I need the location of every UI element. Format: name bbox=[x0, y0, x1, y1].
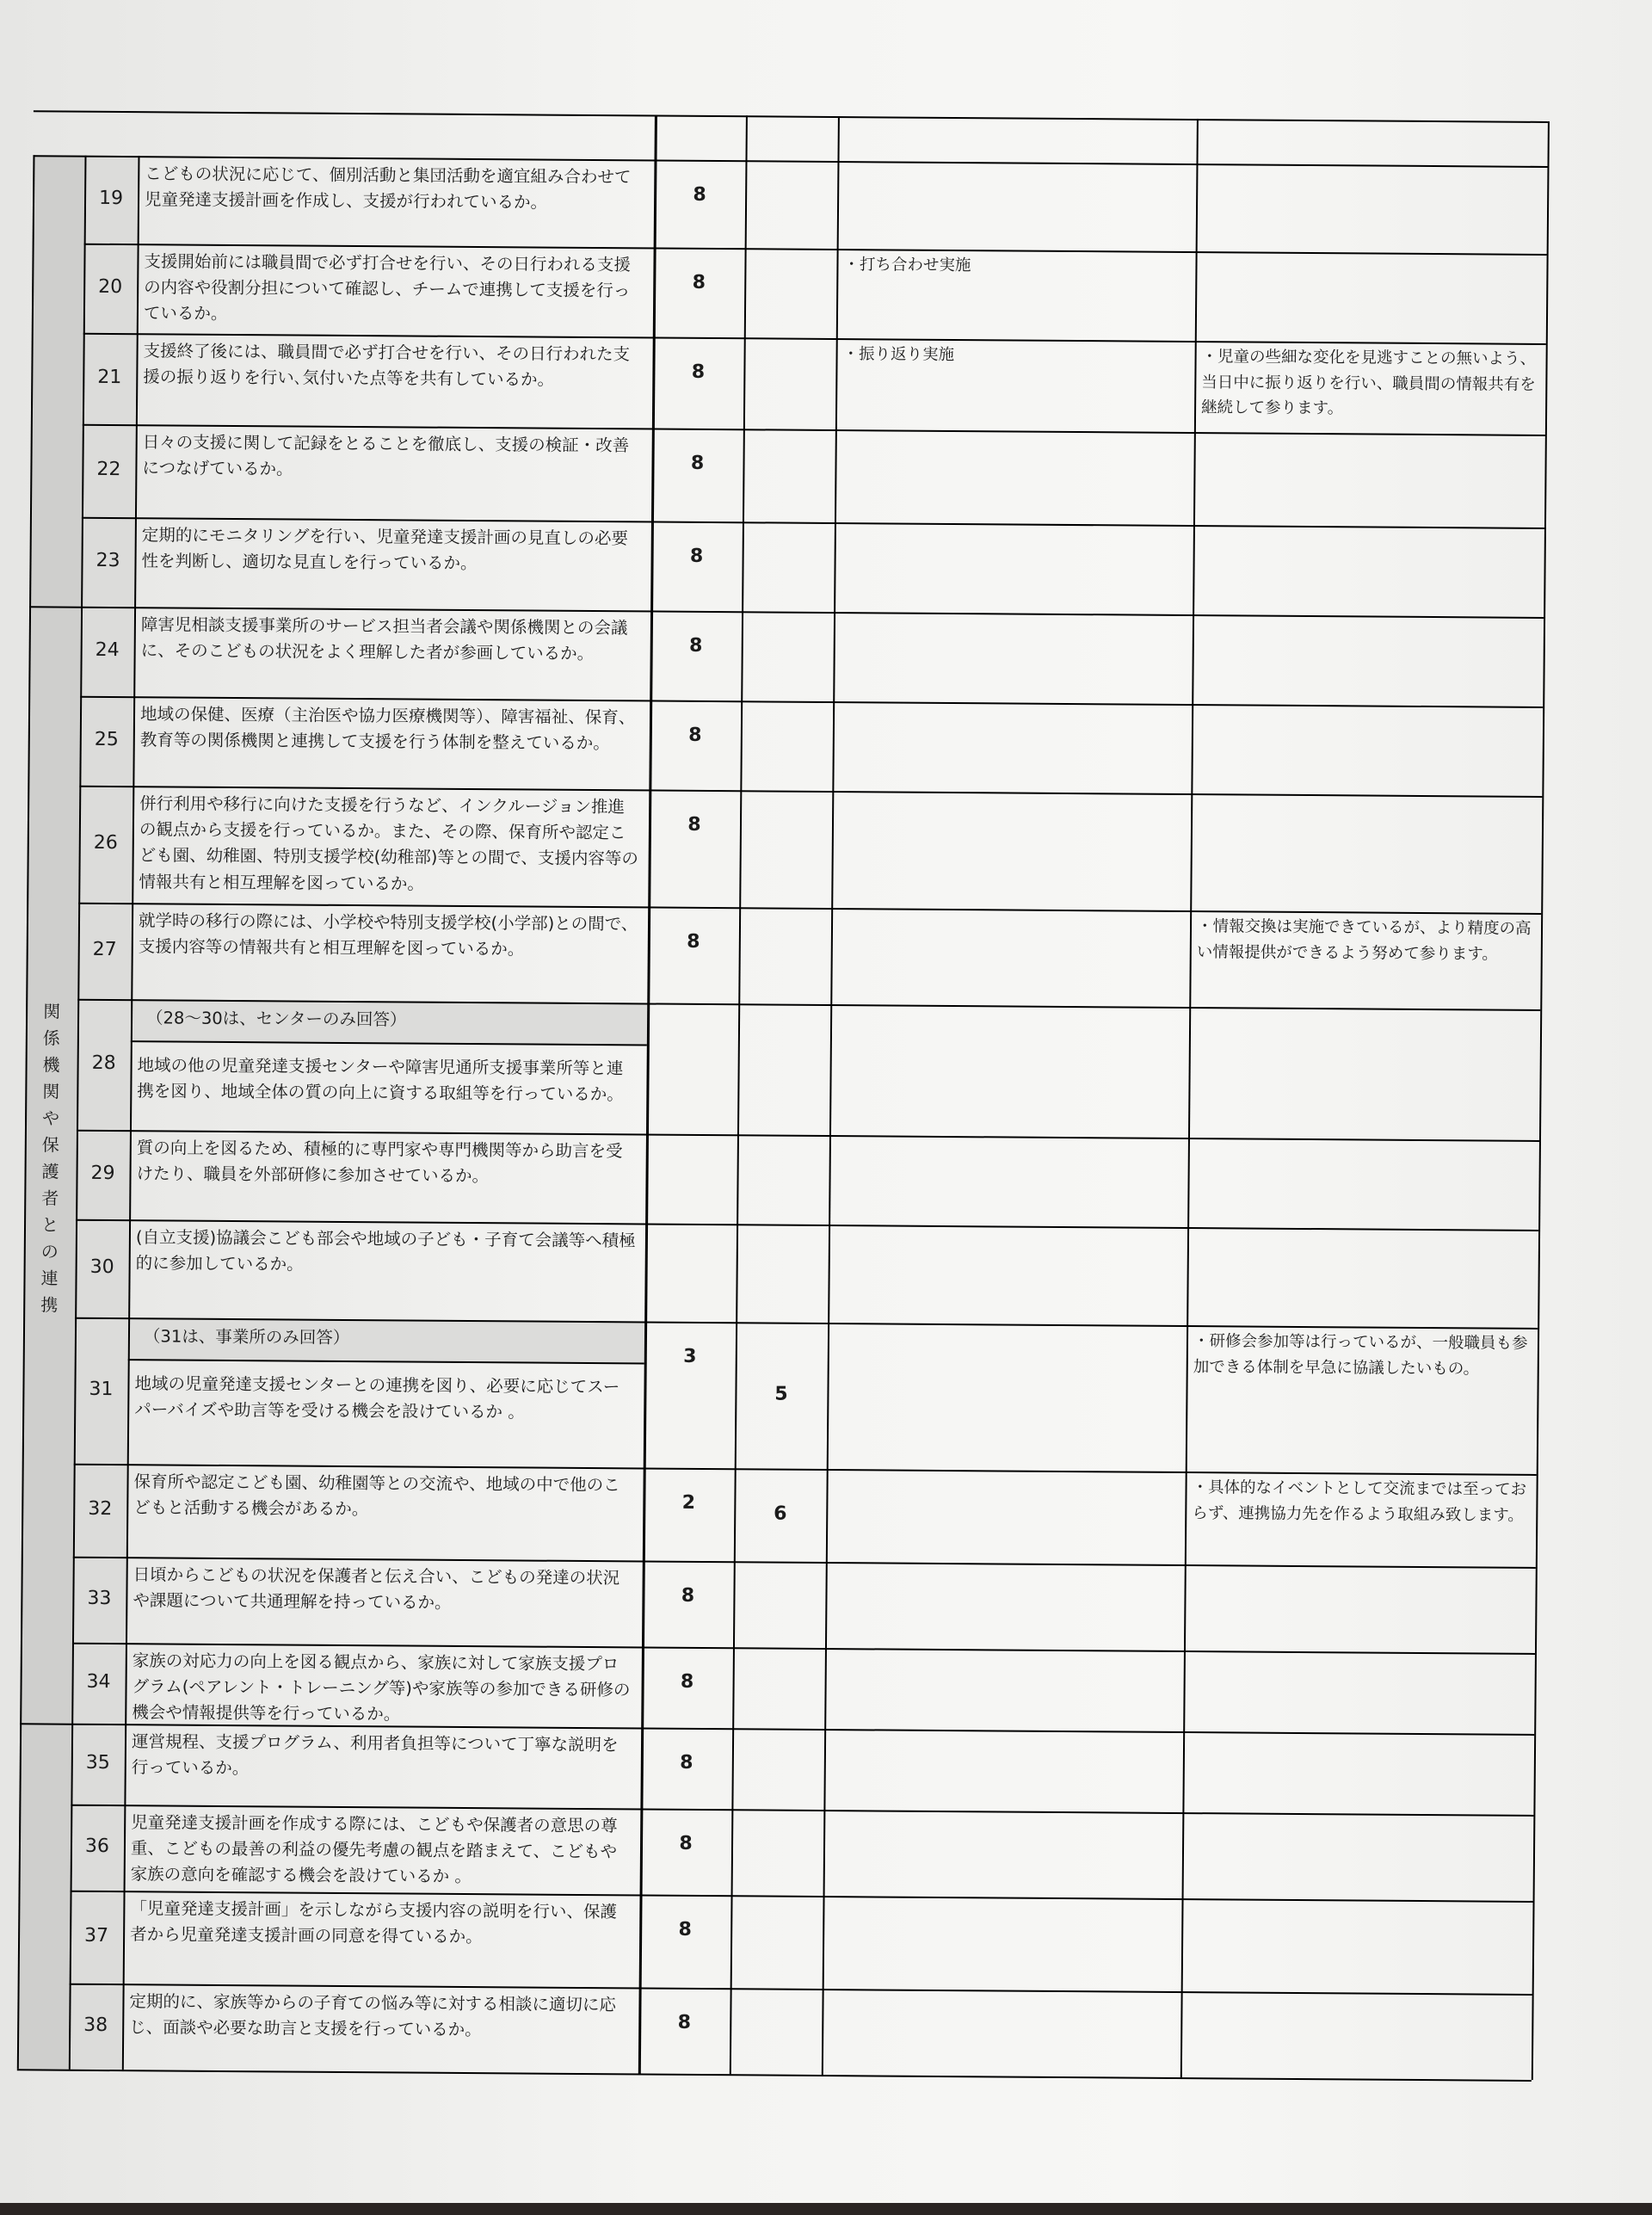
question-text: 日々の支援に関して記録をとることを徹底し、支援の検証・改善につなげているか。 bbox=[142, 432, 630, 479]
no-count bbox=[743, 371, 835, 372]
no-count bbox=[730, 1929, 823, 1930]
improvement-note bbox=[831, 906, 1190, 914]
remarks-note bbox=[1191, 792, 1542, 799]
item-number: 38 bbox=[83, 2014, 108, 2037]
remarks-note bbox=[1188, 1136, 1539, 1144]
question-text: 日頃からこどもの状況を保護者と伝え合い、こどもの発達の状況や課題について共通理解を持っているか。 bbox=[133, 1564, 620, 1613]
item-number: 31 bbox=[89, 1378, 114, 1401]
table-rule-h bbox=[20, 1723, 71, 1724]
yes-count: 8 bbox=[687, 813, 701, 836]
category-label: 関 係 機 関 や 保 護 者 と の 連 携 bbox=[40, 1001, 61, 1316]
no-count: 6 bbox=[774, 1502, 787, 1525]
no-count bbox=[734, 1592, 826, 1593]
item-number: 32 bbox=[88, 1497, 113, 1521]
item-number: 26 bbox=[93, 831, 118, 855]
remarks-note bbox=[1187, 1225, 1538, 1233]
item-number: 24 bbox=[95, 639, 120, 662]
question-text: 運営規程、支援プログラム、利用者負担等について丁寧な説明を行っているか。 bbox=[131, 1731, 619, 1779]
remarks-note bbox=[1181, 1990, 1532, 1997]
question-text: 障害児相談支援事業所のサービス担当者会議や関係機関との会議に、そのこどもの状況をよく理解した者が参画しているか。 bbox=[140, 614, 628, 664]
improvement-note bbox=[830, 1003, 1189, 1010]
no-count bbox=[733, 1675, 825, 1676]
question-text: こどもの状況に応じて、個別活動と集団活動を適宜組み合わせて児童発達支援計画を作成し、支援が行われているか。 bbox=[144, 164, 632, 213]
improvement-note bbox=[833, 700, 1192, 707]
improvement-note bbox=[828, 1321, 1187, 1329]
no-count bbox=[743, 554, 835, 555]
improvement-note bbox=[835, 428, 1194, 435]
no-count bbox=[739, 943, 831, 944]
question-text: 地域の他の児童発達支援センターや障害児通所支援事業所等と連携を図り、地域全体の質の向上に資する取組等を行っているか。 bbox=[137, 1055, 624, 1105]
improvement-note bbox=[823, 1808, 1182, 1816]
table-rule-h bbox=[34, 110, 1548, 123]
remarks-note bbox=[1183, 1730, 1534, 1737]
item-number: 35 bbox=[85, 1751, 110, 1774]
improvement-note bbox=[823, 1987, 1181, 1995]
subheading-note: （31は、事業所のみ回答） bbox=[143, 1326, 350, 1348]
remarks-note bbox=[1189, 1005, 1540, 1013]
item-number: 30 bbox=[89, 1256, 114, 1279]
improvement-note bbox=[835, 521, 1193, 528]
item-number: 29 bbox=[90, 1162, 115, 1185]
question-text: 就学時の移行の際には、小学校や特別支援学校(小学部)との間で、支援内容等の情報共有と相互理解を図っているか。 bbox=[138, 910, 638, 959]
yes-count: 8 bbox=[688, 724, 702, 746]
improvement-note bbox=[823, 1894, 1182, 1902]
remarks-note: ・研修会参加等は行っているが、一般職員も参加できる体制を早急に協議したいもの。 bbox=[1193, 1332, 1528, 1379]
remarks-note bbox=[1196, 162, 1547, 170]
item-number: 28 bbox=[91, 1052, 116, 1075]
no-count bbox=[730, 2019, 822, 2020]
yes-count: 8 bbox=[688, 634, 703, 657]
improvement-note bbox=[826, 1560, 1185, 1568]
remarks-note bbox=[1184, 1649, 1535, 1657]
item-number: 33 bbox=[87, 1587, 112, 1610]
remarks-note bbox=[1182, 1897, 1533, 1904]
remarks-note: ・児童の些細な変化を見逃すことの無いよう、当日中に振り返りを行い、職員間の情報共有を継続して参ります。 bbox=[1201, 348, 1537, 418]
remarks-note bbox=[1193, 613, 1544, 620]
yes-count bbox=[646, 1157, 737, 1158]
improvement-note bbox=[837, 159, 1196, 167]
yes-count: 8 bbox=[677, 2011, 692, 2033]
no-count bbox=[732, 1756, 824, 1757]
no-count bbox=[737, 1261, 829, 1262]
remarks-note: ・具体的なイベントとして交流までは至っておらず、連携協力先を作るよう取組み致します。 bbox=[1192, 1478, 1527, 1525]
yes-count: 8 bbox=[681, 1584, 695, 1607]
question-text: (自立支援)協議会こども部会や地域の子ども・子育て会議等へ積極的に参加しているか。 bbox=[135, 1227, 636, 1274]
question-text: 併行利用や移行に向けた支援を行うなど、インクルージョン推進の観点から支援を行っているか。また、その際、保育所や認定こども園、幼稚園、特別支援学校(幼稚部)等との間で、支援内容等の情報共有と相互理解を図っているか。 bbox=[139, 793, 639, 894]
improvement-note bbox=[832, 789, 1191, 797]
yes-count: 2 bbox=[681, 1491, 696, 1514]
question-text: 地域の児童発達支援センターとの連携を図り、必要に応じてスーパーバイズや助言等を受ける機会を設けているか 。 bbox=[134, 1373, 620, 1422]
item-number: 34 bbox=[86, 1670, 111, 1694]
no-count bbox=[743, 463, 835, 464]
improvement-note bbox=[827, 1467, 1186, 1475]
improvement-note bbox=[824, 1727, 1183, 1735]
yes-count: 3 bbox=[683, 1345, 697, 1367]
no-count bbox=[737, 1167, 829, 1168]
yes-count: 8 bbox=[693, 183, 706, 206]
yes-count: 8 bbox=[691, 361, 706, 383]
question-text: 支援終了後には、職員間で必ず打合せを行い、その日行われた支援の振り返りを行い､気付いた点等を共有しているか。 bbox=[143, 341, 631, 390]
table-rule-v bbox=[822, 116, 840, 2075]
question-text: 定期的にモニタリングを行い、児童発達支援計画の見直しの必要性を判断し、適切な見直しを行っているか。 bbox=[141, 525, 629, 574]
no-count bbox=[740, 836, 832, 837]
remarks-note bbox=[1192, 702, 1543, 710]
yes-count: 8 bbox=[692, 271, 706, 293]
item-number: 37 bbox=[84, 1924, 109, 1947]
remarks-note bbox=[1194, 430, 1545, 438]
item-number: 36 bbox=[84, 1835, 110, 1858]
improvement-note bbox=[825, 1646, 1184, 1654]
remarks-note bbox=[1193, 523, 1544, 531]
yes-count: 8 bbox=[680, 1670, 694, 1693]
table-rule-v bbox=[730, 115, 748, 2074]
question-text: 定期的に、家族等からの子育ての悩み等に対する相談に適切に応じ、面談や必要な助言と支援を行っているか。 bbox=[129, 1991, 617, 2040]
subheading-note: （28～30は、センターのみ回答） bbox=[145, 1008, 407, 1030]
item-number: 23 bbox=[96, 549, 120, 572]
improvement-note bbox=[834, 610, 1193, 618]
table-rule-h bbox=[17, 2069, 1532, 2082]
no-count bbox=[742, 644, 834, 645]
yes-count: 8 bbox=[690, 452, 705, 474]
improvement-note: ・打ち合わせ実施 bbox=[843, 256, 971, 275]
question-text: 地域の保健、医療（主治医や協力医療機関等）、障害福祉、保育、教育等の関係機関と連携して支援を行う体制を整えているか。 bbox=[139, 704, 636, 754]
table-rule-h bbox=[29, 606, 81, 608]
improvement-note: ・振り返り実施 bbox=[842, 345, 955, 365]
question-text: 支援開始前には職員間で必ず打合せを行い、その日行われる支援の内容や役割分担について確認し、チームで連携して支援を行っているか。 bbox=[143, 251, 632, 324]
question-text: 質の向上を図るため、積極的に専門家や専門機関等から助言を受けたり、職員を外部研修に参加させているか。 bbox=[136, 1138, 623, 1187]
improvement-note bbox=[829, 1223, 1187, 1231]
no-count bbox=[745, 192, 837, 193]
remarks-note bbox=[1182, 1811, 1533, 1818]
no-count bbox=[741, 733, 833, 734]
no-count: 5 bbox=[774, 1383, 788, 1405]
remarks-note bbox=[1196, 250, 1547, 257]
yes-count: 8 bbox=[678, 1918, 692, 1940]
question-text: 保育所や認定こども園、幼稚園等との交流や、地域の中で他のこどもと活動する機会があるか。 bbox=[133, 1472, 620, 1520]
remarks-note: ・情報交換は実施できているが、より精度の高い情報提供ができるよう努めて参ります。 bbox=[1196, 917, 1532, 964]
yes-count: 8 bbox=[679, 1832, 693, 1854]
yes-count: 8 bbox=[680, 1751, 693, 1774]
item-number: 19 bbox=[98, 187, 124, 210]
item-number: 20 bbox=[98, 275, 123, 299]
no-count bbox=[731, 1840, 823, 1841]
remarks-note bbox=[1185, 1563, 1536, 1570]
item-number: 22 bbox=[96, 458, 121, 481]
yes-count bbox=[645, 1247, 737, 1248]
no-count bbox=[738, 1057, 830, 1058]
item-number: 25 bbox=[94, 728, 119, 751]
improvement-note bbox=[829, 1133, 1188, 1141]
item-number: 21 bbox=[97, 366, 122, 389]
question-text: 家族の対応力の向上を図る観点から、家族に対して家族支援プログラム(ペアレント・トレーニング等)や家族等の参加できる研修の機会や情報提供等を行っているか。 bbox=[132, 1650, 631, 1724]
question-text: 児童発達支援計画を作成する際には、こどもや保護者の意思の尊重、こどもの最善の利益の優先考慮の観点を踏まえて、こどもや家族の意向を確認する機会を設けているか 。 bbox=[130, 1812, 618, 1887]
yes-count: 8 bbox=[689, 545, 704, 567]
question-text: 「児童発達支援計画」を示しながら支援内容の説明を行い、保護者から児童発達支援計画の同意を得ているか。 bbox=[130, 1898, 617, 1947]
item-number: 27 bbox=[92, 938, 117, 961]
yes-count: 8 bbox=[687, 930, 700, 953]
